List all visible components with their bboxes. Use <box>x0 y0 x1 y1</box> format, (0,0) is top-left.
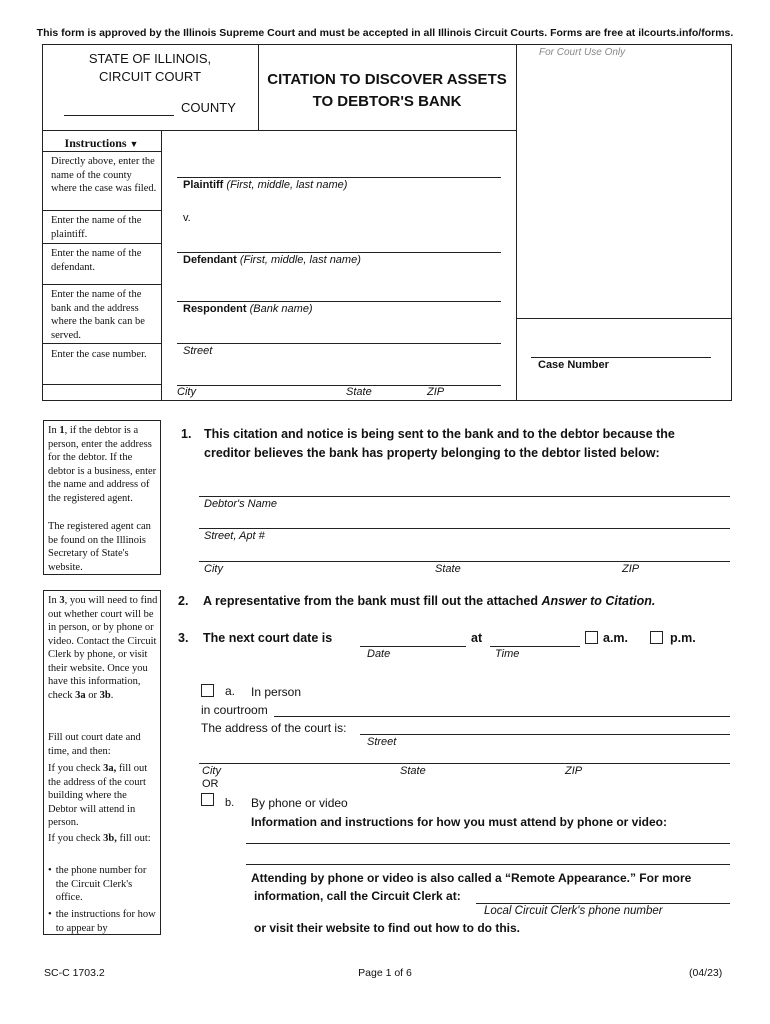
debtor-zip-label: ZIP <box>622 563 640 575</box>
versus-label: v. <box>183 212 191 224</box>
am-checkbox[interactable] <box>585 631 598 644</box>
court-zip-label: ZIP <box>565 765 583 777</box>
instr-defendant: Enter the name of the defendant. <box>51 248 142 273</box>
instr-county: Directly above, enter the name of the county where the case was filed. <box>51 156 157 194</box>
court-city-state-zip-field[interactable] <box>199 763 730 764</box>
instr-section3-a: In 3, you will need to find out whether court will be in person, or by phone or video. Contact the Circuit Clerk by phone, or visit their website. Once you have this information, check 3a or 3b. <box>48 595 158 701</box>
page-number: Page 1 of 6 <box>358 967 412 979</box>
pm-label: p.m. <box>670 631 696 645</box>
court-date-field[interactable] <box>360 646 466 647</box>
court-label: CIRCUIT COURT <box>98 69 202 84</box>
bank-state-label: State <box>346 386 372 398</box>
debtor-city-state-zip-field[interactable] <box>199 561 730 562</box>
bank-street-field[interactable] <box>177 343 501 344</box>
instr-section1-a: In 1, if the debtor is a person, enter the address for the debtor. If the debtor is a business, enter the name and address of the registered agent. <box>48 425 157 504</box>
court-address-label: The address of the court is: <box>201 721 347 735</box>
instr-section3-b: Fill out court date and time, and then: <box>48 732 141 757</box>
pm-checkbox[interactable] <box>650 631 663 644</box>
section2-text: A representative from the bank must fill out the attached Answer to Citation. <box>203 594 656 608</box>
instructions-heading-text: Instructions <box>64 136 127 150</box>
at-label: at <box>471 631 483 645</box>
debtor-city-label: City <box>204 563 223 575</box>
instr-case: Enter the case number. <box>51 349 147 360</box>
in-person-checkbox[interactable] <box>201 684 214 697</box>
debtor-name-label: Debtor's Name <box>204 498 278 510</box>
section3-text: The next court date is <box>203 631 333 645</box>
debtor-street-label: Street, Apt # <box>204 530 265 542</box>
state-label: STATE OF ILLINOIS, <box>88 51 212 66</box>
courtroom-field[interactable] <box>274 716 730 717</box>
county-field[interactable] <box>64 115 174 116</box>
am-label: a.m. <box>603 631 629 645</box>
in-person-label: In person <box>251 685 302 699</box>
section2-number: 2. <box>178 594 189 608</box>
bullet-icon: • <box>48 865 52 876</box>
bank-zip-label: ZIP <box>427 386 445 398</box>
court-street-label: Street <box>367 736 397 748</box>
respondent-label: Respondent (Bank name) <box>183 303 313 315</box>
clerk-phone-field[interactable] <box>476 903 730 904</box>
option-a-letter: a. <box>225 684 236 698</box>
court-date-label: Date <box>367 648 391 660</box>
debtor-street-field[interactable] <box>199 528 730 529</box>
phone-video-label: By phone or video <box>251 796 348 810</box>
instr-plaintiff: Enter the name of the plaintiff. <box>51 215 142 240</box>
phone-video-info-field-1[interactable] <box>246 843 730 844</box>
form-title-line1: CITATION TO DISCOVER ASSETS <box>267 71 507 88</box>
case-number-field[interactable] <box>531 357 711 358</box>
phone-video-info-heading: Information and instructions for how you must attend by phone or video: <box>251 815 668 829</box>
bank-city-state-zip-field[interactable] <box>177 385 501 386</box>
court-use-label: For Court Use Only <box>539 47 626 58</box>
bullet-icon: • <box>48 909 52 920</box>
remote-appearance-line3: or visit their website to find out how to do this. <box>254 921 520 935</box>
defendant-label: Defendant (First, middle, last name) <box>183 254 361 266</box>
instructions-heading[interactable] <box>42 136 161 151</box>
phone-video-info-field-2[interactable] <box>246 864 730 865</box>
in-courtroom-label: in courtroom <box>201 703 268 717</box>
county-label: COUNTY <box>181 100 236 115</box>
phone-video-checkbox[interactable] <box>201 793 214 806</box>
court-street-field[interactable] <box>360 734 730 735</box>
instr-section1-b: The registered agent can be found on the Illinois Secretary of State's website. <box>48 521 151 573</box>
section1-text-line1: This citation and notice is being sent to the bank and to the debtor because the <box>204 427 675 441</box>
remote-appearance-line1: Attending by phone or video is also called a “Remote Appearance.” For more <box>251 871 692 885</box>
remote-appearance-line2: information, call the Circuit Clerk at: <box>254 889 461 903</box>
caret-down-icon: ▼ <box>129 139 139 149</box>
case-number-label: Case Number <box>538 359 609 371</box>
section1-text-line2: creditor believes the bank has property belonging to the debtor listed below: <box>204 446 660 460</box>
instr-bullet-phone: • the phone number for the Circuit Clerk's office. <box>48 865 147 903</box>
respondent-field[interactable] <box>177 301 501 302</box>
option-b-letter: b. <box>225 797 235 809</box>
form-title-line2: TO DEBTOR'S BANK <box>312 93 462 110</box>
form-id: SC-C 1703.2 <box>44 967 105 979</box>
instr-bullet-instructions: • the instructions for how to appear by <box>48 909 156 934</box>
clerk-phone-label: Local Circuit Clerk's phone number <box>484 905 663 917</box>
instr-section3-d: If you check 3b, fill out: <box>48 833 151 844</box>
court-time-field[interactable] <box>490 646 580 647</box>
debtor-name-field[interactable] <box>199 496 730 497</box>
instr-bank: Enter the name of the bank and the address where the bank can be served. <box>51 289 145 341</box>
bank-street-label: Street <box>183 345 213 357</box>
bank-city-label: City <box>177 386 196 398</box>
defendant-field[interactable] <box>177 252 501 253</box>
top-notice: This form is approved by the Illinois Supreme Court and must be accepted in all Illinois Circuit Courts. Forms are free at ilcourts.info/forms. <box>36 27 734 39</box>
revision-date: (04/23) <box>689 967 723 979</box>
plaintiff-field[interactable] <box>177 177 501 178</box>
plaintiff-label: Plaintiff (First, middle, last name) <box>183 179 348 191</box>
court-city-label: City <box>202 765 221 777</box>
or-label: OR <box>202 778 219 790</box>
section1-number: 1. <box>181 427 192 441</box>
instr-section3-c: If you check 3a, fill out the address of the court building where the Debtor will attend in person. <box>48 763 148 828</box>
court-state-label: State <box>400 765 426 777</box>
debtor-state-label: State <box>435 563 461 575</box>
court-time-label: Time <box>495 648 520 660</box>
section3-number: 3. <box>178 631 189 645</box>
